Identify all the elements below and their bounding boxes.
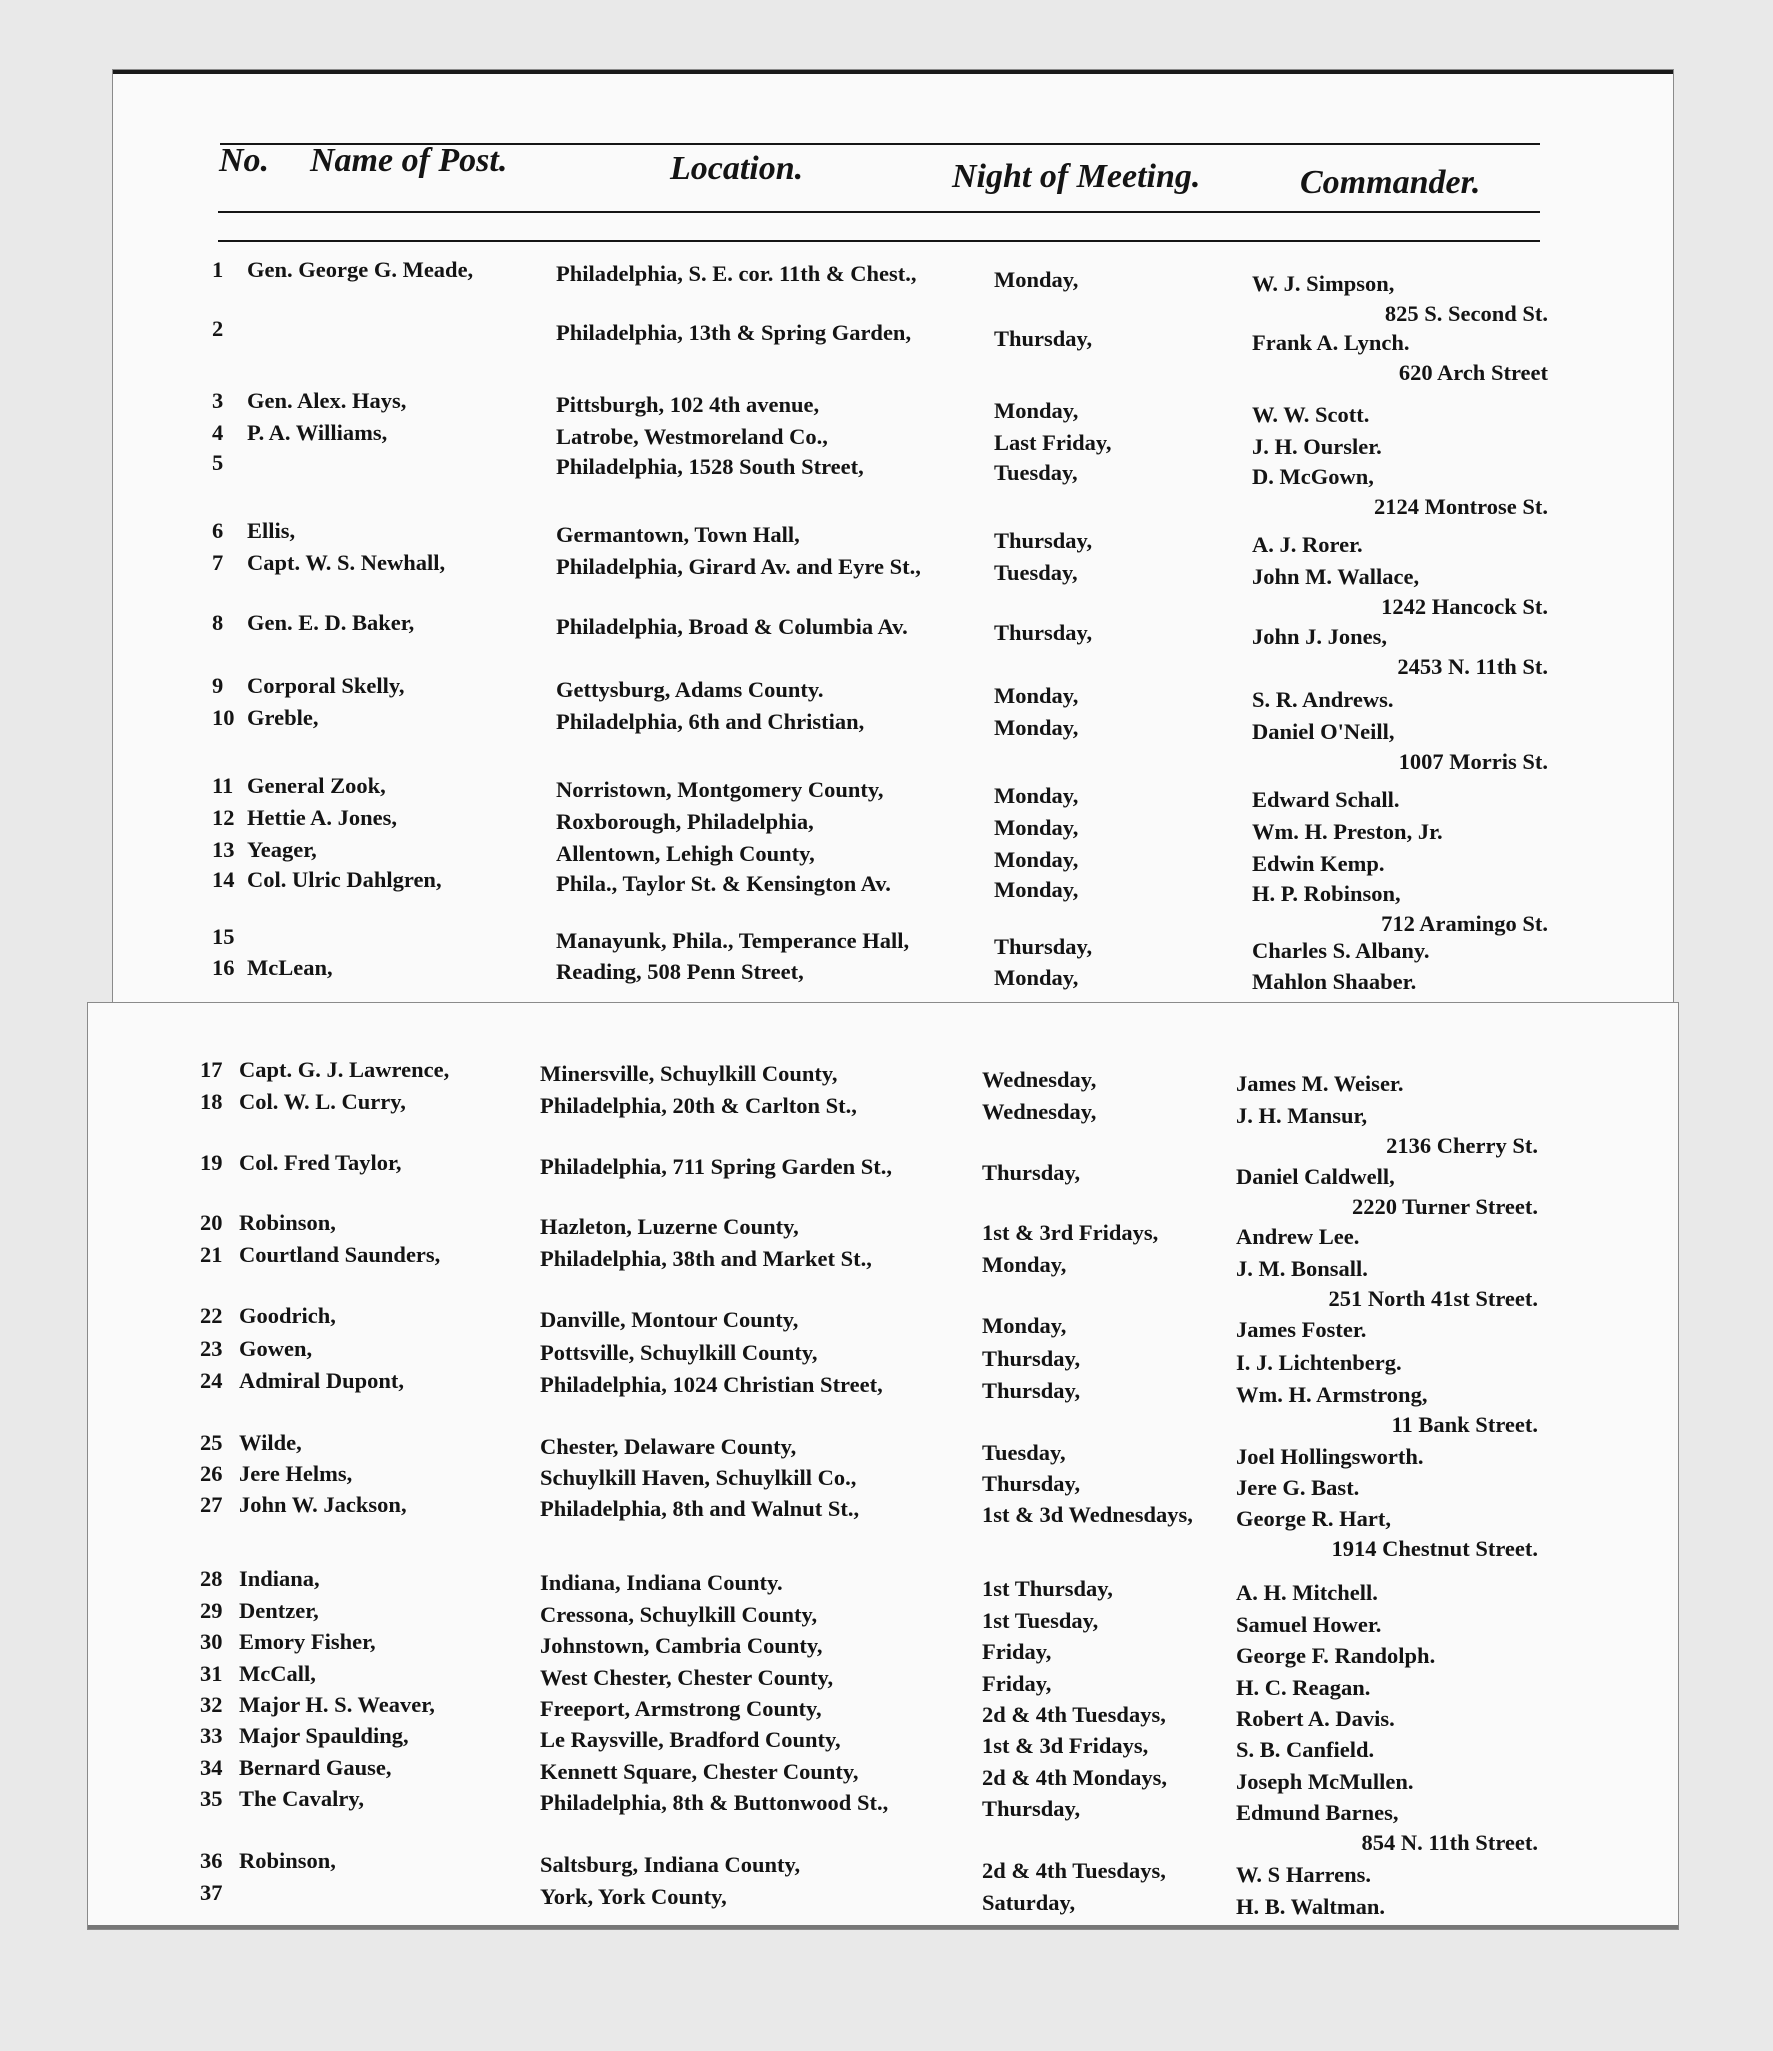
commander-address: 1914 Chestnut Street. — [1331, 1536, 1538, 1561]
post-location: Philadelphia, S. E. cor. 11th & Chest., — [556, 261, 917, 286]
commander-address: 11 Bank Street. — [1391, 1412, 1538, 1437]
commander-name: Wm. H. Armstrong, — [1236, 1382, 1428, 1407]
post-name: Major Spaulding, — [239, 1723, 409, 1748]
meeting-night: Monday, — [994, 398, 1079, 423]
commander-address: 2124 Montrose St. — [1374, 494, 1548, 519]
post-location: Roxborough, Philadelphia, — [556, 809, 814, 834]
commander-name: Joel Hollingsworth. — [1236, 1444, 1424, 1469]
post-number: 28 — [200, 1566, 223, 1591]
post-number: 6 — [212, 518, 224, 543]
post-location: Cressona, Schuylkill County, — [540, 1602, 818, 1627]
commander-name: J. H. Mansur, — [1236, 1103, 1368, 1128]
post-location: Latrobe, Westmoreland Co., — [556, 424, 828, 449]
post-location: Philadelphia, 1024 Christian Street, — [540, 1372, 883, 1397]
post-name: Admiral Dupont, — [239, 1368, 405, 1393]
post-name: Goodrich, — [239, 1303, 336, 1328]
post-name: Indiana, — [239, 1566, 320, 1591]
meeting-night: Thursday, — [982, 1471, 1081, 1496]
post-location: Philadelphia, Girard Av. and Eyre St., — [556, 554, 921, 579]
post-name: Dentzer, — [239, 1598, 319, 1623]
post-name: Gowen, — [239, 1336, 313, 1361]
post-number: 36 — [200, 1848, 223, 1873]
post-name: Hettie A. Jones, — [247, 805, 397, 830]
commander-name: H. C. Reagan. — [1236, 1675, 1371, 1700]
meeting-night: Saturday, — [982, 1890, 1076, 1915]
commander-address: 712 Aramingo St. — [1381, 911, 1548, 936]
post-number: 18 — [200, 1089, 223, 1114]
meeting-night: 1st & 3rd Fridays, — [982, 1220, 1159, 1245]
post-name: Courtland Saunders, — [239, 1242, 441, 1267]
post-location: Philadelphia, Broad & Columbia Av. — [556, 614, 908, 639]
commander-address: 620 Arch Street — [1398, 360, 1548, 385]
post-location: Philadelphia, 711 Spring Garden St., — [540, 1154, 892, 1179]
post-number: 34 — [200, 1755, 223, 1780]
commander-name: W. J. Simpson, — [1252, 271, 1395, 296]
meeting-night: 1st & 3d Wednesdays, — [982, 1502, 1193, 1527]
post-location: Philadelphia, 1528 South Street, — [556, 454, 864, 479]
commander-name: Charles S. Albany. — [1252, 938, 1430, 963]
meeting-night: 2d & 4th Mondays, — [982, 1765, 1168, 1790]
meeting-night: Tuesday, — [994, 460, 1078, 485]
post-number: 14 — [212, 867, 235, 892]
commander-address: 2136 Cherry St. — [1386, 1133, 1538, 1158]
post-number: 1 — [212, 257, 224, 282]
post-location: Schuylkill Haven, Schuylkill Co., — [540, 1465, 857, 1490]
post-name: Wilde, — [239, 1430, 302, 1455]
post-location: Pittsburgh, 102 4th avenue, — [556, 392, 820, 417]
meeting-night: Thursday, — [994, 326, 1093, 351]
post-name: John W. Jackson, — [239, 1492, 407, 1517]
post-location: Philadelphia, 8th and Walnut St., — [540, 1496, 860, 1521]
commander-address: 854 N. 11th Street. — [1361, 1830, 1538, 1855]
commander-name: Edward Schall. — [1252, 787, 1400, 812]
post-number: 33 — [200, 1723, 223, 1748]
header-name-of-post: Name of Post. — [310, 142, 508, 179]
commander-name: Andrew Lee. — [1236, 1224, 1360, 1249]
post-name: Ellis, — [247, 518, 296, 543]
commander-name: Daniel O'Neill, — [1252, 719, 1395, 744]
commander-name: A. J. Rorer. — [1252, 532, 1363, 557]
meeting-night: Tuesday, — [994, 560, 1078, 585]
commander-name: Wm. H. Preston, Jr. — [1252, 819, 1443, 844]
post-name: Yeager, — [247, 837, 317, 862]
commander-name: Jere G. Bast. — [1236, 1475, 1360, 1500]
post-name: Bernard Gause, — [239, 1755, 392, 1780]
post-name: McLean, — [247, 955, 333, 980]
post-number: 37 — [200, 1880, 223, 1905]
post-location: Allentown, Lehigh County, — [556, 841, 815, 866]
commander-name: George R. Hart, — [1236, 1506, 1391, 1531]
post-number: 35 — [200, 1786, 223, 1811]
post-number: 23 — [200, 1336, 223, 1361]
post-number: 3 — [212, 388, 224, 413]
commander-name: Joseph McMullen. — [1236, 1769, 1414, 1794]
meeting-night: Wednesday, — [982, 1067, 1097, 1092]
meeting-night: Friday, — [982, 1671, 1052, 1696]
commander-address: 2453 N. 11th St. — [1397, 654, 1548, 679]
commander-name: James M. Weiser. — [1236, 1071, 1404, 1096]
post-name: Greble, — [247, 705, 319, 730]
post-location: Germantown, Town Hall, — [556, 522, 800, 547]
commander-name: John J. Jones, — [1252, 624, 1388, 649]
post-location: Saltsburg, Indiana County, — [540, 1852, 801, 1877]
commander-name: Daniel Caldwell, — [1236, 1164, 1395, 1189]
post-location: Indiana, Indiana County. — [540, 1570, 783, 1595]
post-name: Col. W. L. Curry, — [239, 1089, 406, 1114]
commander-name: George F. Randolph. — [1236, 1643, 1436, 1668]
meeting-night: Thursday, — [994, 934, 1093, 959]
commander-name: D. McGown, — [1252, 464, 1374, 489]
commander-name: Edwin Kemp. — [1252, 851, 1385, 876]
post-location: Freeport, Armstrong County, — [540, 1696, 822, 1721]
post-number: 9 — [212, 673, 224, 698]
meeting-night: Monday, — [994, 877, 1079, 902]
post-number: 30 — [200, 1629, 223, 1654]
meeting-night: Wednesday, — [982, 1099, 1097, 1124]
post-location: Philadelphia, 6th and Christian, — [556, 709, 865, 734]
commander-name: Mahlon Shaaber. — [1252, 969, 1417, 994]
post-location: Pottsville, Schuylkill County, — [540, 1340, 818, 1365]
post-number: 7 — [212, 550, 224, 575]
post-number: 8 — [212, 610, 224, 635]
post-name: The Cavalry, — [239, 1786, 365, 1811]
commander-name: Samuel Hower. — [1236, 1612, 1382, 1637]
post-location: Danville, Montour County, — [540, 1307, 799, 1332]
meeting-night: 2d & 4th Tuesdays, — [982, 1858, 1166, 1883]
header-rule — [218, 211, 1540, 213]
post-number: 29 — [200, 1598, 223, 1623]
commander-address: 2220 Turner Street. — [1351, 1194, 1538, 1219]
post-number: 4 — [212, 420, 224, 445]
commander-address: 1242 Hancock St. — [1381, 594, 1548, 619]
post-location: West Chester, Chester County, — [540, 1665, 834, 1690]
commander-address: 1007 Morris St. — [1398, 749, 1548, 774]
post-number: 21 — [200, 1242, 223, 1267]
meeting-night: Monday, — [994, 683, 1079, 708]
post-number: 25 — [200, 1430, 223, 1455]
meeting-night: Tuesday, — [982, 1440, 1066, 1465]
commander-name: S. B. Canfield. — [1236, 1737, 1375, 1762]
post-number: 5 — [212, 450, 224, 475]
post-number: 22 — [200, 1303, 223, 1328]
post-location: Minersville, Schuylkill County, — [540, 1061, 838, 1086]
post-location: Norristown, Montgomery County, — [556, 777, 884, 802]
post-name: McCall, — [239, 1661, 316, 1686]
commander-name: A. H. Mitchell. — [1236, 1580, 1378, 1605]
commander-name: W. S Harrens. — [1236, 1862, 1372, 1887]
post-name: P. A. Williams, — [247, 420, 388, 445]
post-number: 2 — [212, 316, 224, 341]
post-name: Gen. George G. Meade, — [247, 257, 474, 282]
post-location: Phila., Taylor St. & Kensington Av. — [556, 871, 891, 896]
meeting-night: Monday, — [994, 965, 1079, 990]
post-location: Philadelphia, 20th & Carlton St., — [540, 1093, 857, 1118]
post-name: Gen. Alex. Hays, — [247, 388, 407, 413]
post-location: Chester, Delaware County, — [540, 1434, 797, 1459]
post-number: 31 — [200, 1661, 223, 1686]
post-location: Philadelphia, 38th and Market St., — [540, 1246, 872, 1271]
post-location: Philadelphia, 8th & Buttonwood St., — [540, 1790, 889, 1815]
commander-name: I. J. Lichtenberg. — [1236, 1350, 1402, 1375]
meeting-night: Thursday, — [982, 1346, 1081, 1371]
meeting-night: Thursday, — [982, 1796, 1081, 1821]
commander-name: H. B. Waltman. — [1236, 1894, 1385, 1919]
commander-name: S. R. Andrews. — [1252, 687, 1394, 712]
post-name: Robinson, — [239, 1210, 336, 1235]
post-number: 19 — [200, 1150, 223, 1175]
post-number: 20 — [200, 1210, 223, 1235]
post-location: Reading, 508 Penn Street, — [556, 959, 804, 984]
post-name: Capt. G. J. Lawrence, — [239, 1057, 450, 1082]
post-location: Manayunk, Phila., Temperance Hall, — [556, 928, 910, 953]
meeting-night: Last Friday, — [994, 430, 1112, 455]
post-name: Jere Helms, — [239, 1461, 353, 1486]
meeting-night: 2d & 4th Tuesdays, — [982, 1702, 1166, 1727]
post-number: 32 — [200, 1692, 223, 1717]
meeting-night: 1st & 3d Fridays, — [982, 1733, 1149, 1758]
post-number: 26 — [200, 1461, 223, 1486]
commander-name: W. W. Scott. — [1252, 402, 1370, 427]
meeting-night: Monday, — [994, 815, 1079, 840]
commander-name: J. M. Bonsall. — [1236, 1256, 1368, 1281]
header-no: No. — [219, 142, 270, 179]
post-number: 11 — [212, 773, 234, 798]
commander-name: Edmund Barnes, — [1236, 1800, 1399, 1825]
post-number: 17 — [200, 1057, 223, 1082]
post-name: Col. Fred Taylor, — [239, 1150, 402, 1175]
meeting-night: Monday, — [982, 1313, 1067, 1338]
meeting-night: Monday, — [994, 267, 1079, 292]
commander-name: John M. Wallace, — [1252, 564, 1420, 589]
post-location: Kennett Square, Chester County, — [540, 1759, 859, 1784]
post-location: Philadelphia, 13th & Spring Garden, — [556, 320, 912, 345]
meeting-night: Monday, — [982, 1252, 1067, 1277]
post-number: 15 — [212, 924, 235, 949]
post-number: 24 — [200, 1368, 223, 1393]
post-number: 10 — [212, 705, 235, 730]
commander-address: 251 North 41st Street. — [1328, 1286, 1538, 1311]
post-name: Gen. E. D. Baker, — [247, 610, 415, 635]
post-location: York, York County, — [540, 1884, 727, 1909]
meeting-night: Monday, — [994, 783, 1079, 808]
meeting-night: 1st Tuesday, — [982, 1608, 1099, 1633]
meeting-night: Monday, — [994, 715, 1079, 740]
post-number: 12 — [212, 805, 235, 830]
meeting-night: Thursday, — [982, 1378, 1081, 1403]
post-location: Le Raysville, Bradford County, — [540, 1727, 841, 1752]
post-name: General Zook, — [247, 773, 386, 798]
post-location: Hazleton, Luzerne County, — [540, 1214, 799, 1239]
commander-address: 825 S. Second St. — [1384, 301, 1548, 326]
header-location: Location. — [670, 150, 804, 187]
commander-name: H. P. Robinson, — [1252, 881, 1401, 906]
meeting-night: 1st Thursday, — [982, 1576, 1113, 1601]
meeting-night: Monday, — [994, 847, 1079, 872]
meeting-night: Thursday, — [994, 620, 1093, 645]
post-name: Corporal Skelly, — [247, 673, 405, 698]
commander-name: Frank A. Lynch. — [1252, 330, 1410, 355]
post-number: 27 — [200, 1492, 223, 1517]
post-name: Emory Fisher, — [239, 1629, 376, 1654]
meeting-night: Friday, — [982, 1639, 1052, 1664]
post-location: Gettysburg, Adams County. — [556, 677, 824, 702]
commander-name: Robert A. Davis. — [1236, 1706, 1395, 1731]
header-commander: Commander. — [1300, 164, 1481, 201]
header-rule-2 — [218, 240, 1540, 242]
post-name: Capt. W. S. Newhall, — [247, 550, 446, 575]
post-name: Major H. S. Weaver, — [239, 1692, 435, 1717]
post-number: 16 — [212, 955, 235, 980]
header-night-of-meeting: Night of Meeting. — [952, 158, 1201, 195]
meeting-night: Thursday, — [994, 528, 1093, 553]
commander-name: J. H. Oursler. — [1252, 434, 1382, 459]
meeting-night: Thursday, — [982, 1160, 1081, 1185]
commander-name: James Foster. — [1236, 1317, 1367, 1342]
post-number: 13 — [212, 837, 235, 862]
post-location: Johnstown, Cambria County, — [540, 1633, 823, 1658]
post-name: Col. Ulric Dahlgren, — [247, 867, 442, 892]
post-name: Robinson, — [239, 1848, 336, 1873]
